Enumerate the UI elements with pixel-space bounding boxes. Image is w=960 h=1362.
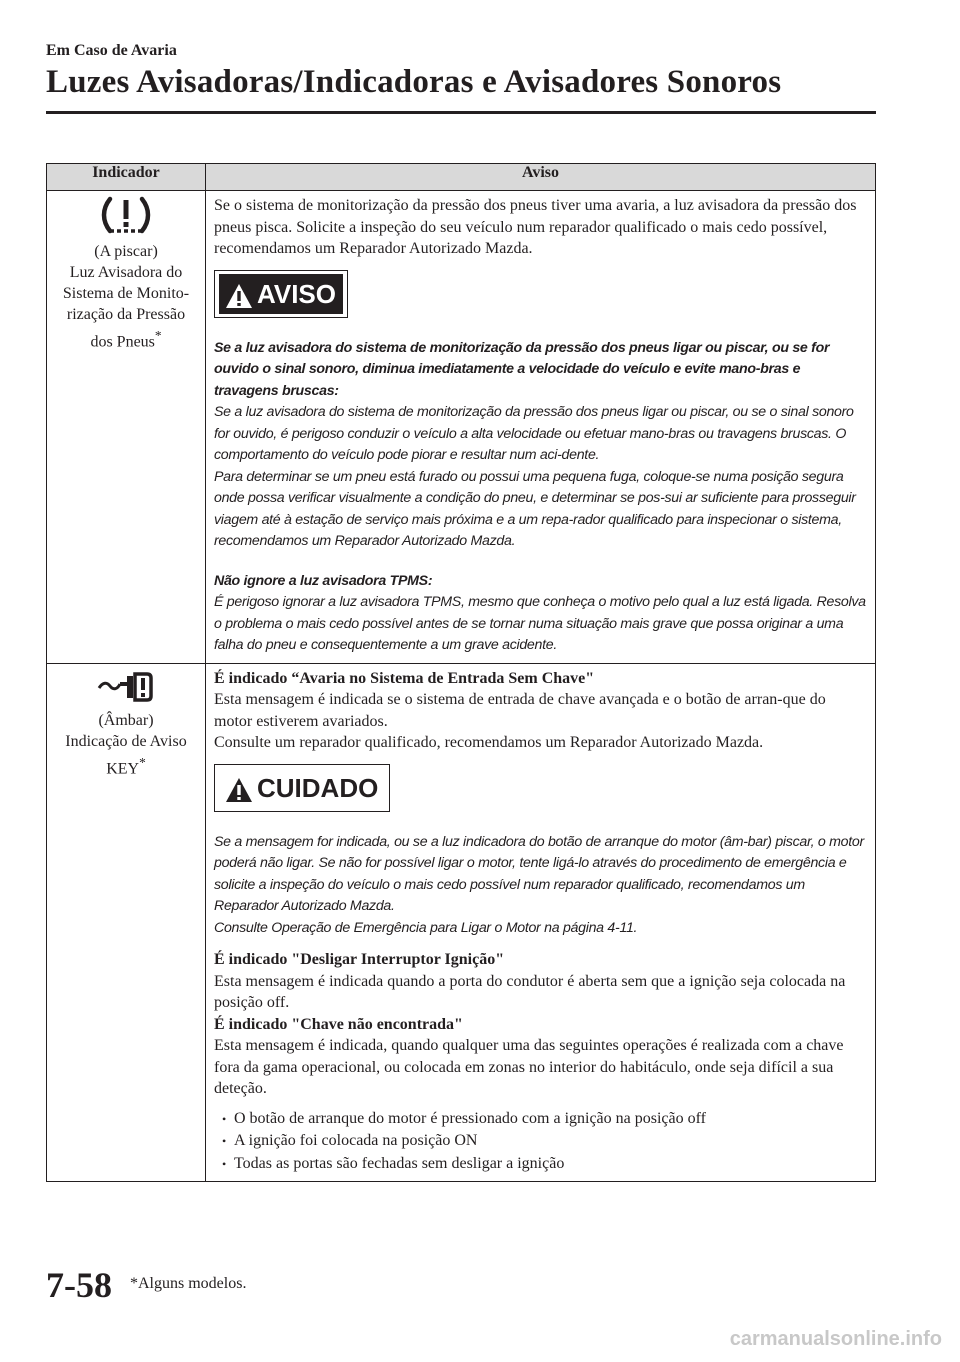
cuidado-label: CUIDADO [257,772,379,803]
header-warning: Aviso [206,164,876,191]
indicator-line: (Âmbar) [98,711,154,729]
asterisk: * [154,328,162,343]
list-item: • O botão de arranque do motor é pressionado com a ignição na posição off [222,1108,867,1131]
indicator-cell-tpms [47,191,206,664]
indicator-name: dos Pneus [90,333,155,351]
message-heading: É indicado "Desligar Interruptor Ignição" [214,951,505,969]
indicator-line: Sistema de Monito- [62,285,190,302]
header-indicator: Indicador [47,164,206,191]
aviso-badge [214,270,348,318]
message-text: Esta mensagem é indicada, quando qualquer uma das seguintes operações é realizada com a chave fora da gama operacional, ou colocada em zonas no interior do habitáculo, onde seja difícil a sua deteção. [214,1037,844,1098]
cuidado-badge [214,764,390,812]
watermark: carmanualsonline.info [729,1328,942,1350]
section-label: Em Caso de Avaria [46,42,177,59]
caution-text: Se a mensagem for indicada, ou se a luz indicadora do botão de arranque do motor (âm-bar) piscar, o motor poderá não ligar. Se não for possível ligar o motor, tente ligá-lo através do procedimento de emergência e solicite a inspeção do veículo o mais cedo possível num reparador qualificado, recomendamos um Reparador Autorizado Mazda. [214,833,864,915]
warning-title: Não ignore a luz avisadora TPMS: [214,572,433,589]
intro-text: Se o sistema de monitorização da pressão dos pneus tiver uma avaria, a luz avisadora da pressão dos pneus pisca. Solicite a inspeção do seu veículo num reparador qualificado o mais cedo possível, recomendamos um Reparador Autorizado Mazda. [214,197,857,257]
warning-text: É perigoso ignorar a luz avisadora TPMS, mesmo que conheça o motivo pelo qual a luz está ligada. Resolva o problema o mais cedo possível antes de se tornar numa situação mais grave que possa originar a uma falha do pneu e consequentemente a um grave acidente. [214,594,866,654]
warning-text: Para determinar se um pneu está furado ou possui uma pequena fuga, coloque-se numa posição segura onde possa verificar visualmente a condição do pneu, e determinar se pos-sui ar suficiente para prosseguir viagem até à estação de serviço mais próxima e a um repa-rador qualificado para inspecionar o sistema, recomendamos um Reparador Autorizado Mazda. [214,468,856,550]
warning-cell-key [206,663,876,1182]
asterisk: * [139,754,146,770]
warning-triangle-icon [225,777,253,803]
table-header-row [47,164,876,191]
table-row [47,663,876,1182]
page-title: Luzes Avisadoras/Indicadoras e Avisadores Sonoros [46,64,782,100]
indicator-name: KEY [106,759,140,777]
caution-text: Consulte Operação de Emergência para Ligar o Motor na página 4-11. [214,919,638,936]
indicator-line: (A piscar) [94,243,158,260]
message-heading: É indicado “Avaria no Sistema de Entrada Sem Chave" [214,669,595,687]
warning-triangle-icon [225,283,253,309]
warning-text: Se a luz avisadora do sistema de monitorização da pressão dos pneus ligar ou piscar, ou se o sinal sonoro for ouvido, é perigoso conduzir o veículo a alta velocidade ou efetuar mano-bras ou travagens bruscas. O comportamento do veículo pode piorar e resultar num aci-dente. [214,404,854,464]
list-item: • A ignição foi colocada na posição ON [222,1130,867,1153]
table-row [47,191,876,664]
page-number: 7-58 [46,1265,112,1305]
footnote: *Alguns modelos. [130,1275,247,1292]
indicator-line: Indicação de Aviso [65,732,187,750]
operations-list [214,1108,867,1176]
indicator-line: Luz Avisadora do [69,264,183,281]
warning-title: Se a luz avisadora do sistema de monitorização da pressão dos pneus ligar ou piscar, ou se for ouvido o sinal sonoro, diminua imediatamente a velocidade do veículo e evite mano-bras e travagens bruscas: [214,339,830,399]
indicator-line [49,752,203,779]
indicator-cell-key [47,663,206,1182]
indicator-table [46,163,876,1182]
message-text: Esta mensagem é indicada se o sistema de entrada de chave avançada e o botão de arran-que do motor estiverem avariados. [214,691,826,730]
title-rule [46,111,876,114]
tpms-warning-icon [100,195,152,235]
indicator-line [49,325,203,352]
warning-cell-tpms [206,191,876,664]
key-warning-icon [97,668,155,704]
indicator-line: rização da Pressão [66,306,186,323]
list-item: • Todas as portas são fechadas sem desligar a ignição [222,1153,867,1176]
message-heading: É indicado "Chave não encontrada" [214,1015,463,1033]
aviso-label: AVISO [257,278,336,309]
message-text: Consulte um reparador qualificado, recomendamos um Reparador Autorizado Mazda. [214,734,764,752]
message-text: Esta mensagem é indicada quando a porta do condutor é aberta sem que a ignição seja colocada na posição off. [214,972,846,1012]
